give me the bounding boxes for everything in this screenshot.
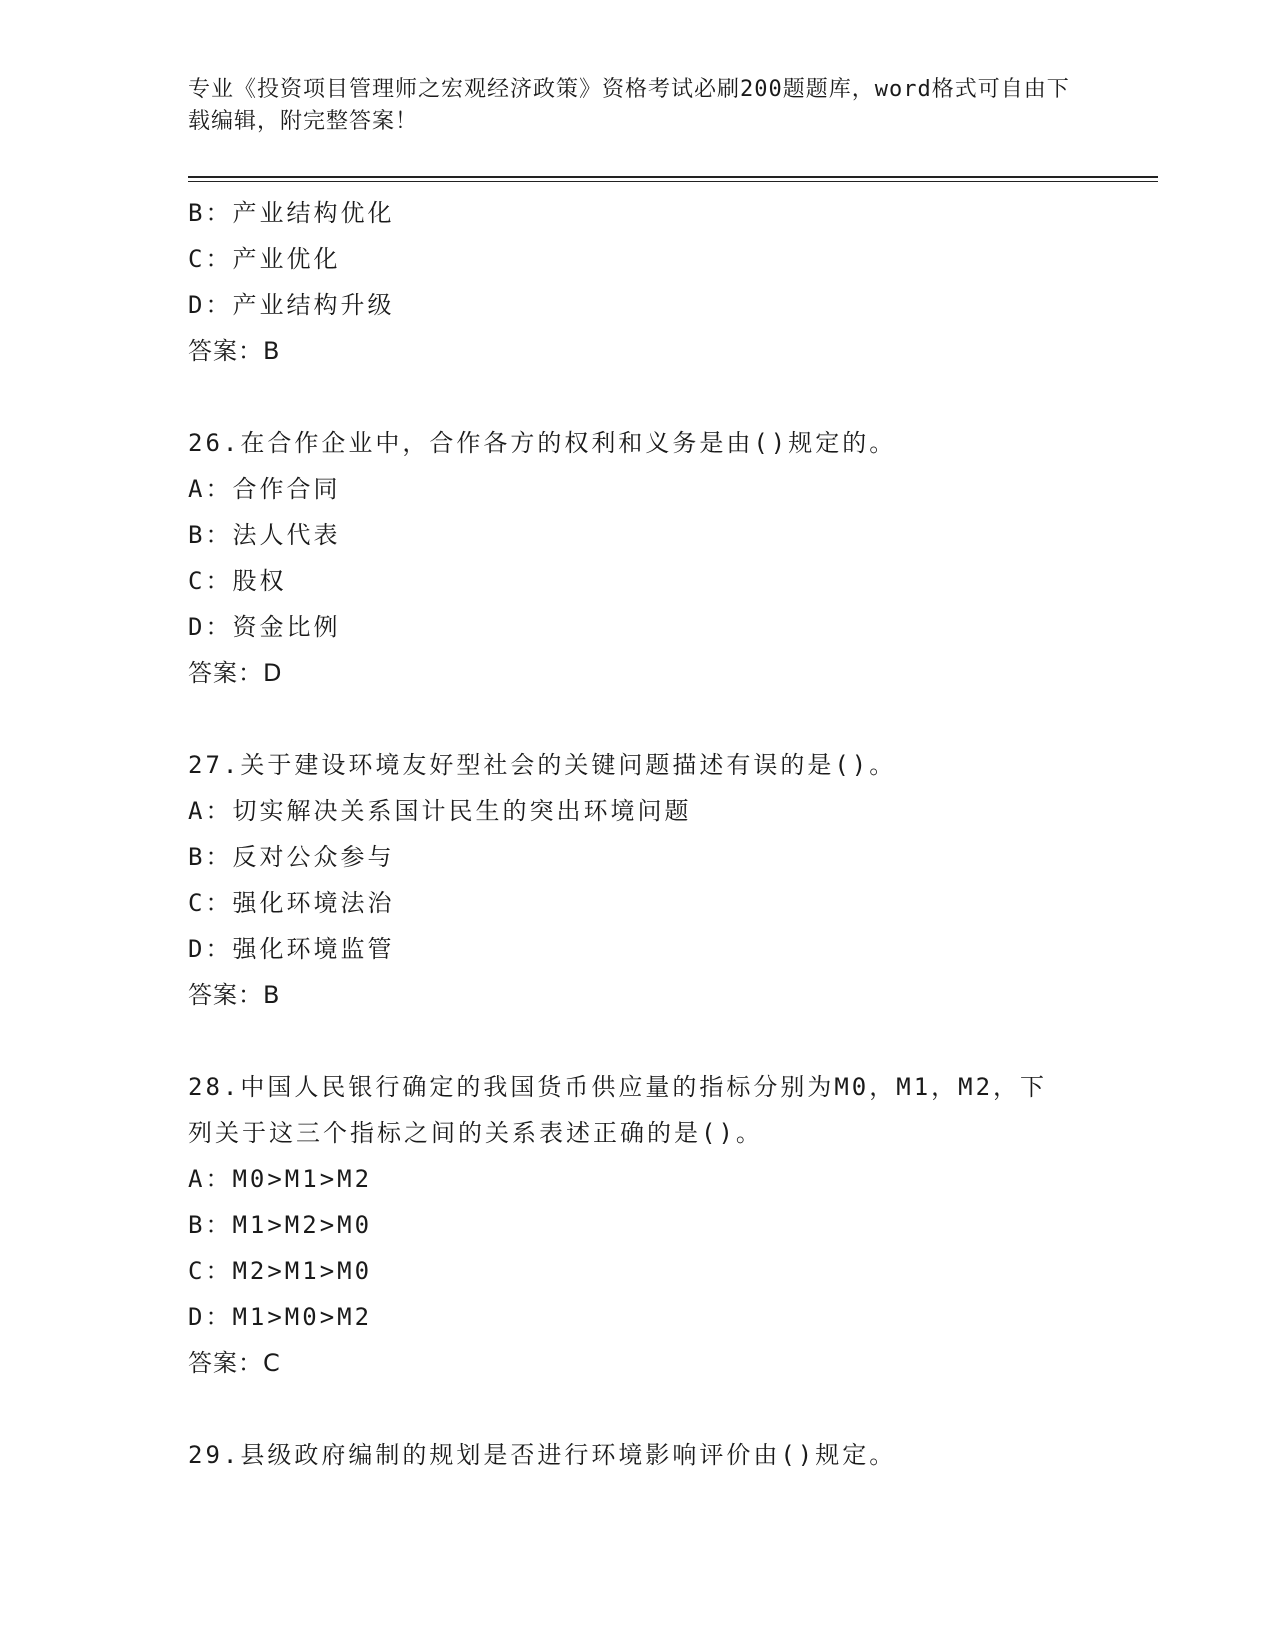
- option-text: M2>M1>M0: [232, 1257, 373, 1285]
- answer-label: 答案：: [188, 981, 263, 1009]
- header-divider-thick: [188, 176, 1158, 178]
- option-text: 强化环境法治: [232, 889, 395, 917]
- option-label: C：: [188, 567, 233, 595]
- answer-line: [188, 1340, 1088, 1386]
- option-label: B：: [188, 199, 233, 227]
- option-d: [188, 1294, 1088, 1340]
- answer-line: [188, 328, 1088, 374]
- option-label: D：: [188, 291, 233, 319]
- question-text: 26.在合作企业中，合作各方的权利和义务是由()规定的。: [188, 429, 897, 457]
- header-divider-thin: [188, 181, 1158, 182]
- option-text: 合作合同: [232, 475, 341, 503]
- question-text-line-1: 28.中国人民银行确定的我国货币供应量的指标分别为M0，M1，M2，下: [188, 1073, 1048, 1101]
- option-label: A：: [188, 1165, 233, 1193]
- option-label: B：: [188, 1211, 233, 1239]
- option-label: B：: [188, 521, 233, 549]
- option-a: [188, 466, 1088, 512]
- option-text: M0>M1>M2: [232, 1165, 373, 1193]
- option-text: 资金比例: [232, 613, 341, 641]
- option-text: 切实解决关系国计民生的突出环境问题: [232, 797, 692, 825]
- option-c: [188, 1248, 1088, 1294]
- option-text: 产业结构优化: [232, 199, 395, 227]
- option-text: 强化环境监管: [232, 935, 395, 963]
- option-label: D：: [188, 613, 233, 641]
- option-a: [188, 1156, 1088, 1202]
- option-label: D：: [188, 1303, 233, 1331]
- answer-label: 答案：: [188, 337, 263, 365]
- option-label: C：: [188, 245, 233, 273]
- answer-value: D: [263, 659, 283, 687]
- question-29: [188, 1432, 1088, 1478]
- option-text: 反对公众参与: [232, 843, 395, 871]
- question-text: 27.关于建设环境友好型社会的关键问题描述有误的是()。: [188, 751, 897, 779]
- option-label: A：: [188, 475, 233, 503]
- answer-label: 答案：: [188, 659, 263, 687]
- option-d: [188, 926, 1088, 972]
- option-label: C：: [188, 1257, 233, 1285]
- option-b: [188, 512, 1088, 558]
- option-c: [188, 558, 1088, 604]
- option-text: 股权: [232, 567, 287, 595]
- question-26: [188, 420, 1088, 696]
- answer-line: [188, 972, 1088, 1018]
- option-label: A：: [188, 797, 233, 825]
- option-d: [188, 282, 1088, 328]
- option-text: 产业优化: [232, 245, 341, 273]
- question-27: [188, 742, 1088, 1018]
- spacer: [188, 1386, 1088, 1432]
- option-label: C：: [188, 889, 233, 917]
- option-text: 法人代表: [232, 521, 341, 549]
- option-b: [188, 834, 1088, 880]
- answer-value: B: [263, 981, 281, 1009]
- question-text-line-2: 列关于这三个指标之间的关系表述正确的是()。: [188, 1119, 763, 1147]
- answer-label: 答案：: [188, 1349, 263, 1377]
- option-b: [188, 1202, 1088, 1248]
- option-text: M1>M0>M2: [232, 1303, 373, 1331]
- option-c: [188, 236, 1088, 282]
- answer-line: [188, 650, 1088, 696]
- spacer: [188, 374, 1088, 420]
- answer-value: C: [263, 1349, 281, 1377]
- question-list: [188, 190, 1088, 1478]
- option-text: M1>M2>M0: [232, 1211, 373, 1239]
- option-b: [188, 190, 1088, 236]
- answer-value: B: [263, 337, 281, 365]
- spacer: [188, 1018, 1088, 1064]
- option-d: [188, 604, 1088, 650]
- option-text: 产业结构升级: [232, 291, 395, 319]
- spacer: [188, 696, 1088, 742]
- option-a: [188, 788, 1088, 834]
- option-c: [188, 880, 1088, 926]
- option-label: B：: [188, 843, 233, 871]
- page-header-title: 专业《投资项目管理师之宏观经济政策》资格考试必刷200题题库，word格式可自由下载编辑，附完整答案！: [188, 77, 1070, 134]
- option-label: D：: [188, 935, 233, 963]
- question-28: [188, 1064, 1088, 1386]
- question-25-continuation: [188, 190, 1088, 374]
- question-text: 29.县级政府编制的规划是否进行环境影响评价由()规定。: [188, 1441, 897, 1469]
